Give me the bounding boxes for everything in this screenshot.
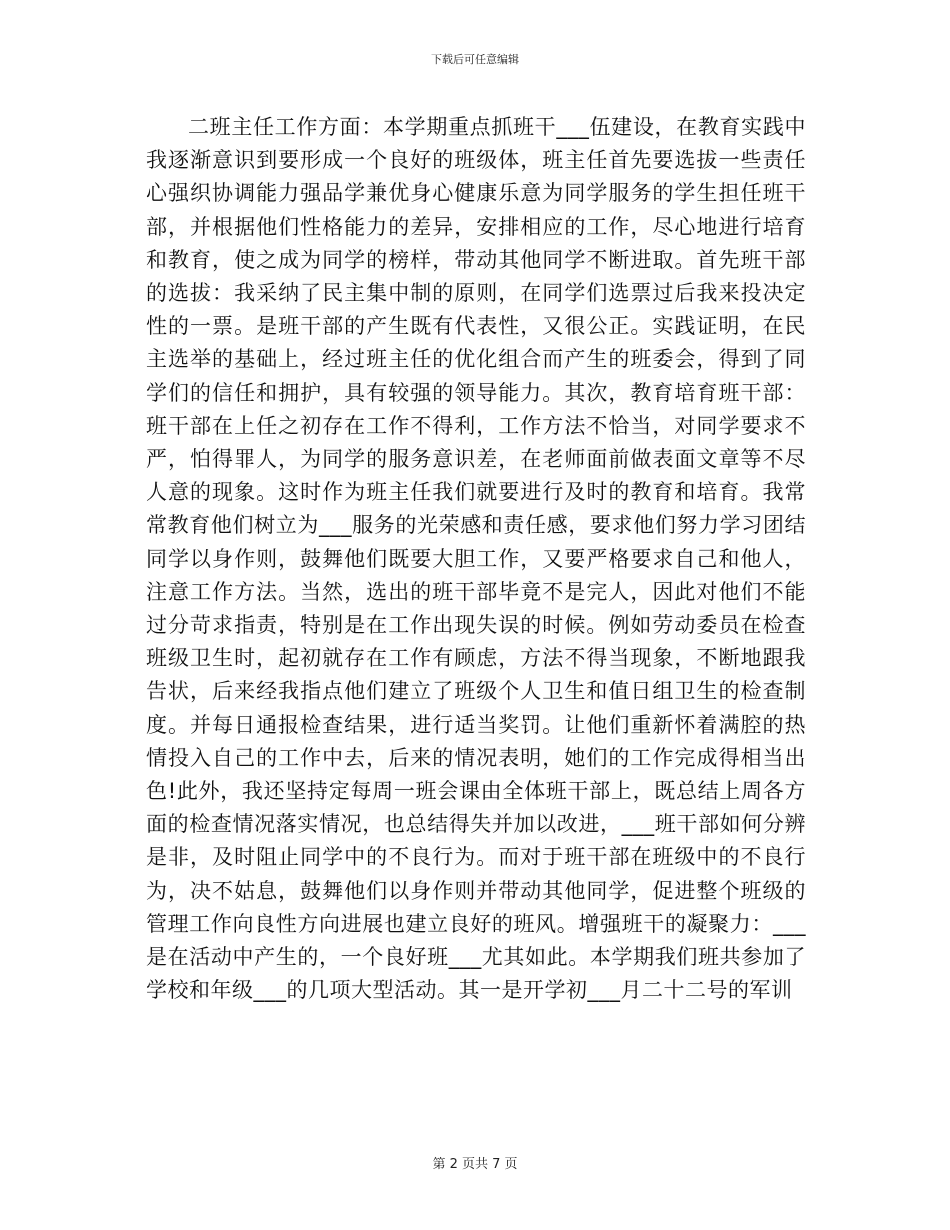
page-footer: 第 2 页共 7 页 [432, 1157, 518, 1172]
page-header: 下载后可任意编辑 [431, 53, 519, 66]
body-paragraph: 二班主任工作方面：本学期重点抓班干___伍建设，在教育实践中我逐渐意识到要形成一个良好的班级体，班主任首先要选拔一些责任心强织协调能力强品学兼优身心健康乐意为同学服务的学生担任班干部，并根据他们性格能力的差异，安排相应的工作，尽心地进行培育和教育，使之成为同学的榜样，带动其他同学不断进取。首先班干部的选拔：我采纳了民主集中制的原则，在同学们选票过后我来投决定性的一票。是班干部的产生既有代表性，又很公正。实践证明，在民主选举的基础上，经过班主任的优化组合而产生的班委会，得到了同学们的信任和拥护，具有较强的领导能力。其次，教育培育班干部：班干部在上任之初存在工作不得利，工作方法不恰当，对同学要求不严，怕得罪人，为同学的服务意识差，在老师面前做表面文章等不尽人意的现象。这时作为班主任我们就要进行及时的教育和培育。我常常教育他们树立为___服务的光荣感和责任感，要求他们努力学习团结同学以身作则，鼓舞他们既要大胆工作，又要严格要求自己和他人，注意工作方法。当然，选出的班干部毕竟不是完人，因此对他们不能过分苛求指责，特别是在工作出现失误的时候。例如劳动委员在检查班级卫生时，起初就存在工作有顾虑，方法不得当现象，不断地跟我告状，后来经我指点他们建立了班级个人卫生和值日组卫生的检查制度。并每日通报检查结果，进行适当奖罚。让他们重新怀着满腔的热情投入自己的工作中去，后来的情况表明，她们的工作完成得相当出色!此外，我还坚持定每周一班会课由全体班干部上，既总结上周各方面的检查情况落实情况，也总结得失并加以改进，___班干部如何分辨是非，及时阻止同学中的不良行为。而对于班干部在班级中的不良行为，决不姑息，鼓舞他们以身作则并带动其他同学，促进整个班级的管理工作向良性方向进展也建立良好的班风。增强班干的凝聚力：___是在活动中产生的，一个良好班___尤其如此。本学期我们班共参加了学校和年级___的几项大型活动。其一是开学初___月二十二号的军训 [146, 115, 806, 1003]
